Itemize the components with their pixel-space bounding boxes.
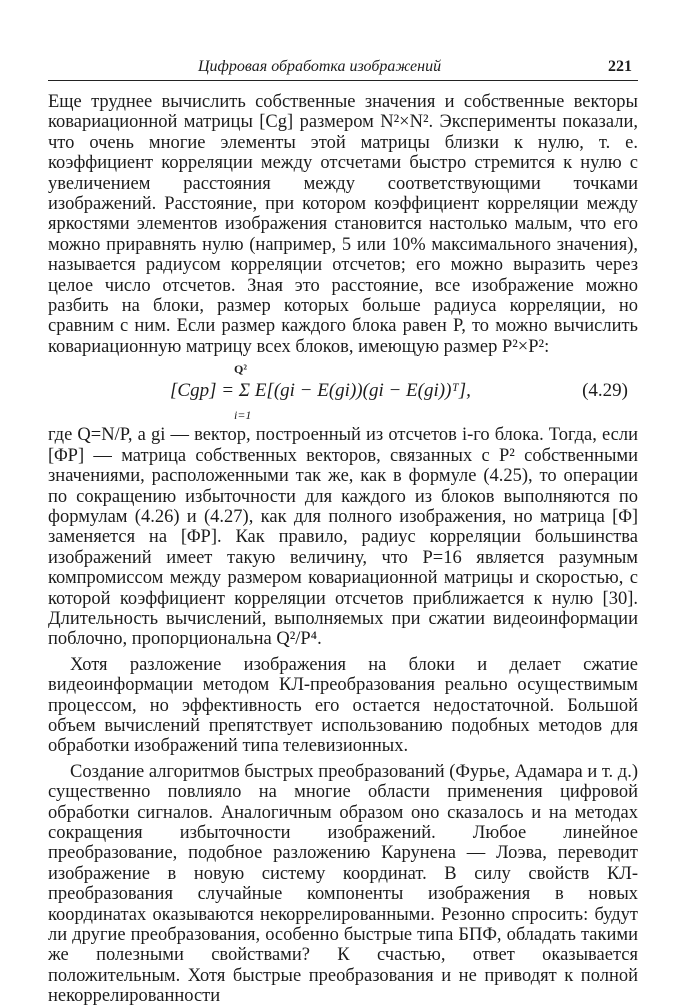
sum-lower-limit: i=1: [234, 408, 252, 423]
header-title: Цифровая обработка изображений: [198, 58, 442, 75]
equation-number: (4.29): [582, 380, 628, 402]
sum-upper-limit: Q²: [234, 362, 247, 377]
equation-4-29: [48, 359, 638, 423]
body-text: [48, 92, 638, 1007]
paragraph-2: где Q=N/P, а gi — вектор, построенный из отсчетов i-го блока. Тогда, если [ΦP] — матрица собственных векторов, связанных с P² собственными значениями, расположенными так же, как в формуле (4.25), то операции по сокращению избыточности для каждого из блоков выполняются по формулам (4.26) и (4.27), как для полного изображения, но матрица [Φ] заменяется на [ΦP]. Как правило, радиус корреляции большинства изображений имеет такую величину, что P=16 является разумным компромиссом между размером ковариационной матрицы и скоростью, с которой коэффициент корреляции отсчетов приближается к нулю [30]. Длительность вычислений, выполняемых при сжатии видеоинформации поблочно, пропорциональна Q²/P⁴.: [48, 425, 638, 650]
equation-formula: [Cgp] = Σ E[(gi − E(gi))(gi − E(gi))ᵀ],: [170, 380, 471, 402]
paragraph-1: Еще труднее вычислить собственные значения и собственные векторы ковариационной матрицы [Cg] размером N²×N². Эксперименты показали, что очень многие элементы этой матрицы близки к нулю, т. е. коэффициент корреляции между отсчетами быстро стремится к нулю с увеличением расстояния между соответствующими точками изображений. Расстояние, при котором коэффициент корреляции между яркостями элементов изображения становится настолько малым, что его можно приравнять нулю (например, 5 или 10% максимального значения), называется радиусом корреляции отсчетов; его можно выразить через целое число отсчетов. Зная это расстояние, все изображение можно разбить на блоки, размер которых больше радиуса корреляции, но сравним с ним. Если размер каждого блока равен P, то можно вычислить ковариационную матрицу всех блоков, имеющую размер P²×P²:: [48, 92, 638, 357]
page-number: 221: [608, 58, 632, 75]
running-header: [48, 58, 638, 81]
paragraph-4: Создание алгоритмов быстрых преобразований (Фурье, Адамара и т. д.) существенно повлияло на многие области применения цифровой обработки сигналов. Аналогичным образом оно сказалось и на методах сокращения избыточности изображений. Любое линейное преобразование, подобное разложению Карунена — Лоэва, переводит изображение в новую систему координат. В силу свойств КЛ-преобразования случайные компоненты изображения в новых координатах оказываются некоррелированными. Резонно спросить: будут ли другие преобразования, особенно быстрые типа БПФ, обладать такими же полезными свойствами? К счастью, ответ оказывается положительным. Хотя быстрые преобразования и не приводят к полной некоррелированности: [48, 761, 638, 1007]
paragraph-3: Хотя разложение изображения на блоки и делает сжатие видеоинформации методом КЛ-преобразования реально осуществимым процессом, но эффективность его остается недостаточной. Большой объем вычислений препятствует использованию подобных методов для обработки изображений типа телевизионных.: [48, 654, 638, 757]
